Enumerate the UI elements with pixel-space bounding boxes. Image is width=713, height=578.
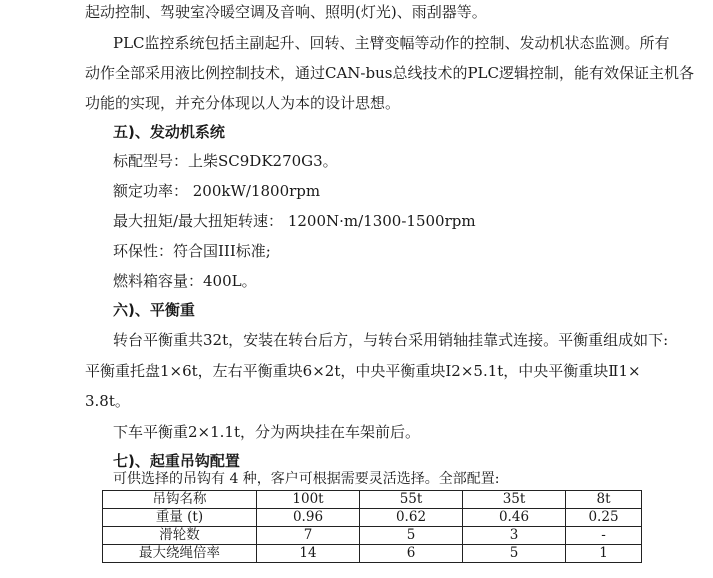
table-cell: 0.62 bbox=[360, 509, 463, 527]
table-cell: 14 bbox=[257, 545, 360, 563]
table-header-cell: 35t bbox=[463, 491, 566, 509]
table-cell: 1 bbox=[566, 545, 642, 563]
table-cell: 3 bbox=[463, 527, 566, 545]
table-cell: 0.46 bbox=[463, 509, 566, 527]
section-heading-counterweight: 六)、平衡重 bbox=[113, 301, 195, 319]
paragraph-line: 3.8t。 bbox=[85, 392, 130, 410]
table-cell: 5 bbox=[360, 527, 463, 545]
table-cell: 5 bbox=[463, 545, 566, 563]
table-header-cell: 100t bbox=[257, 491, 360, 509]
engine-fuel-tank: 燃料箱容量：400L。 bbox=[113, 272, 257, 290]
paragraph-line: 下车平衡重2×1.1t，分为两块挂在车架前后。 bbox=[113, 423, 420, 441]
table-caption: 可供选择的吊钩有 4 种，客户可根据需要灵活选择。全部配置: bbox=[113, 471, 500, 487]
table-cell: 重量 (t) bbox=[103, 509, 257, 527]
engine-emission: 环保性：符合国III标准; bbox=[113, 242, 271, 260]
table-row bbox=[103, 545, 642, 563]
paragraph-line: 功能的实现，并充分体现以人为本的设计思想。 bbox=[85, 94, 401, 112]
hook-spec-table bbox=[102, 490, 642, 563]
table-cell: 最大绕绳倍率 bbox=[103, 545, 257, 563]
paragraph-line: 起动控制、驾驶室冷暖空调及音响、照明(灯光)、雨刮器等。 bbox=[85, 3, 487, 21]
paragraph-line: 转台平衡重共32t，安装在转台后方，与转台采用销轴挂靠式连接。平衡重组成如下: bbox=[113, 331, 669, 349]
table-row bbox=[103, 527, 642, 545]
engine-power: 额定功率： 200kW/1800rpm bbox=[113, 182, 321, 200]
table-header-cell: 8t bbox=[566, 491, 642, 509]
table-cell: 0.25 bbox=[566, 509, 642, 527]
paragraph-line: 平衡重托盘1×6t，左右平衡重块6×2t，中央平衡重块Ⅰ2×5.1t，中央平衡重块Ⅱ1× bbox=[85, 362, 641, 380]
table-header-row bbox=[103, 491, 642, 509]
engine-model: 标配型号：上柴SC9DK270G3。 bbox=[113, 152, 338, 170]
table-header-cell: 55t bbox=[360, 491, 463, 509]
table-header-cell: 吊钩名称 bbox=[103, 491, 257, 509]
table-cell: 7 bbox=[257, 527, 360, 545]
paragraph-line: PLC监控系统包括主副起升、回转、主臂变幅等动作的控制、发动机状态监测。所有 bbox=[113, 34, 670, 52]
table-cell: 6 bbox=[360, 545, 463, 563]
table-cell: 滑轮数 bbox=[103, 527, 257, 545]
table-row bbox=[103, 509, 642, 527]
table-cell: - bbox=[566, 527, 642, 545]
engine-torque: 最大扭矩/最大扭矩转速： 1200N·m/1300-1500rpm bbox=[113, 212, 476, 230]
table-cell: 0.96 bbox=[257, 509, 360, 527]
section-heading-engine: 五)、发动机系统 bbox=[113, 123, 225, 141]
paragraph-line: 动作全部采用液比例控制技术，通过CAN-bus总线技术的PLC逻辑控制，能有效保证主机各 bbox=[85, 64, 694, 82]
section-heading-hook: 七)、起重吊钩配置 bbox=[113, 452, 240, 470]
